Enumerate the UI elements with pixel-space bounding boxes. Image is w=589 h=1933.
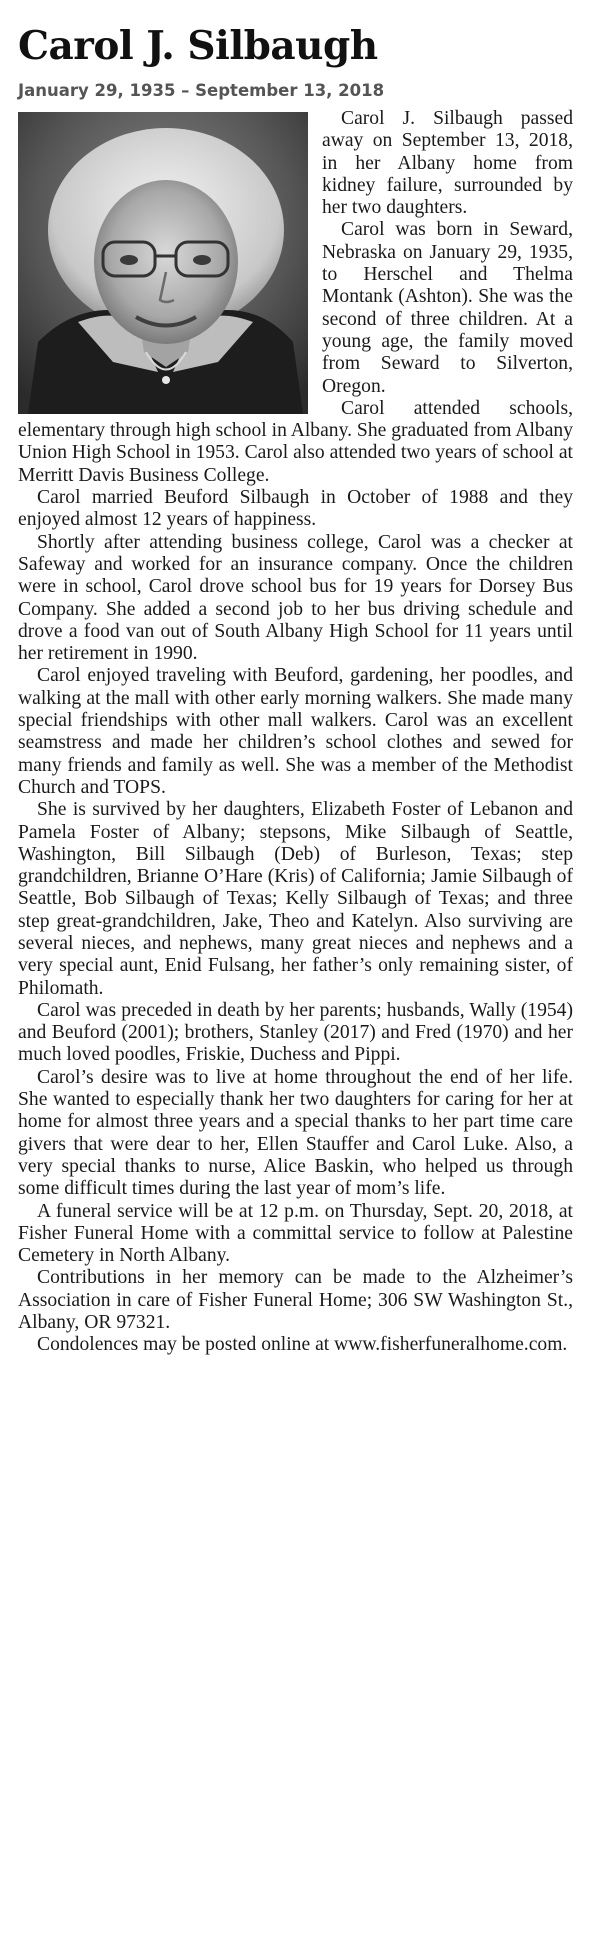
paragraph: Carol J. Silbaugh passed away on September 13, 2018, in her Albany home from kidney failure, surrounded by her two daughters. [322,108,573,219]
obituary-body [18,108,573,1357]
paragraph: Carol enjoyed traveling with Beuford, gardening, her poodles, and walking at the mall with other early morning walkers. She made many special friendships with other mall walkers. Carol was an excellent seamstress and made her children’s school clothes and sewed for many friends and family as well. She was a member of the Methodist Church and TOPS. [18,665,573,798]
paragraph: Condolences may be posted online at www.fisherfuneralhome.com. [37,1334,568,1356]
life-dates: January 29, 1935 – September 13, 2018 [18,81,385,100]
paragraph: Carol attended schools, elementary through high school in Albany. She graduated from Albany Union High School in 1953. Carol also attended two years of school at Merritt Davis Business College. [18,397,573,486]
paragraph: Carol was preceded in death by her parents; husbands, Wally (1954) and Beuford (2001); brothers, Stanley (2017) and Fred (1970) and her much loved poodles, Friskie, Duchess and Pippi. [18,999,573,1066]
paragraph: Carol’s desire was to live at home throughout the end of her life. She wanted to especially thank her two daughters for caring for her at home for almost three years and a special thanks to her part time care givers that were dear to her, Ellen Stauffer and Carol Luke. Also, a very special thanks to nurse, Alice Baskin, who helped us through some difficult times during the last year of mom’s life. [18,1066,573,1200]
paragraph: Shortly after attending business college, Carol was a checker at Safeway and worked for an insurance company. Once the children were in school, Carol drove school bus for 19 years for Dorsey Bus Company. She added a second job to her bus driving schedule and drove a food van out of South Albany High School for 11 years until her retirement in 1990. [18,531,573,665]
paragraph: Contributions in her memory can be made to the Alzheimer’s Association in care of Fisher Funeral Home; 306 SW Washington St., Albany, OR 97321. [18,1267,573,1334]
paragraph: Carol married Beuford Silbaugh in October of 1988 and they enjoyed almost 12 years of happiness. [18,487,573,531]
paragraph: A funeral service will be at 12 p.m. on Thursday, Sept. 20, 2018, at Fisher Funeral Home with a committal service to follow at Palestine Cemetery in North Albany. [18,1200,573,1267]
paragraph: She is survived by her daughters, Elizabeth Foster of Lebanon and Pamela Foster of Albany; stepsons, Mike Silbaugh of Seattle, Washington, Bill Silbaugh (Deb) of Burleson, Texas; step grandchildren, Brianne O’Hare (Kris) of California; Jamie Silbaugh of Seattle, Bob Silbaugh of Texas; Kelly Silbaugh of Texas; and three step great-grandchildren, Jake, Theo and Katelyn. Also surviving are several nieces, and nephews, many great nieces and nephews and a very special aunt, Enid Fulsang, her father’s only remaining sister, of Philomath. [18,799,573,999]
paragraph: Carol was born in Seward, Nebraska on January 29, 1935, to Herschel and Thelma Montank (Ashton). She was the second of three children. At a young age, the family moved from Seward to Silverton, Oregon. [322,219,573,397]
portrait-photo [18,112,308,414]
obituary-title: Carol J. Silbaugh [18,23,378,69]
